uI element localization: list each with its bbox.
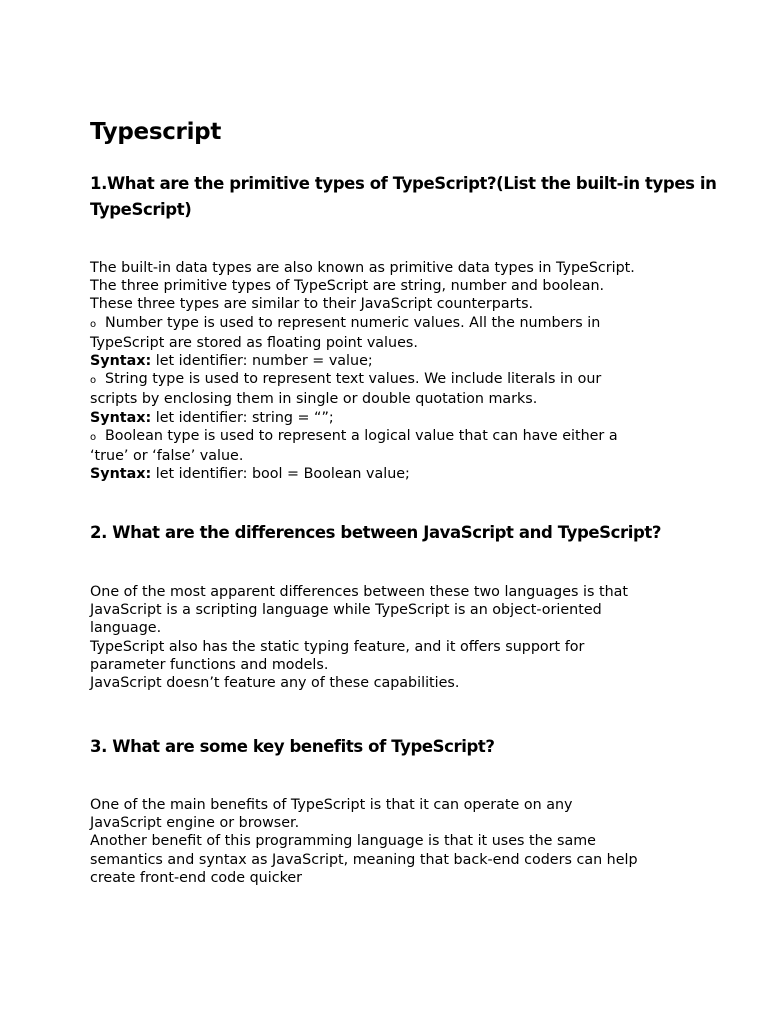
- question-2-line-1: 2. What are the differences between JavaScript and TypeScript?: [90, 523, 662, 542]
- answer-3-line-2: JavaScript engine or browser.: [90, 815, 300, 832]
- list-item-text: Boolean type is used to represent a logical value that can have either a: [105, 427, 618, 444]
- question-1-line-2: TypeScript): [90, 200, 192, 219]
- syntax-label: Syntax:: [90, 353, 152, 370]
- answer-2-line-2: JavaScript is a scripting language while TypeScript is an object-oriented: [90, 602, 602, 619]
- answer-2-line-4: TypeScript also has the static typing feature, and it offers support for: [90, 638, 585, 655]
- answer-3: [90, 796, 690, 887]
- answer-3-line-5: create front-end code quicker: [90, 869, 303, 886]
- list-item-continuation: TypeScript are stored as floating point values.: [90, 334, 418, 351]
- bullet-icon: o: [90, 375, 97, 387]
- answer-1: [90, 259, 690, 483]
- answer-2-line-3: language.: [90, 620, 162, 637]
- answer-3-line-1: One of the main benefits of TypeScript is that it can operate on any: [90, 797, 573, 813]
- list-item-continuation: ‘true’ or ‘false’ value.: [90, 448, 244, 465]
- answer-1-intro-line-3: These three types are similar to their JavaScript counterparts.: [90, 296, 534, 313]
- answer-1-intro-line-1: The built-in data types are also known as primitive data types in TypeScript.: [90, 260, 635, 276]
- syntax-code: let identifier: string = “”;: [151, 409, 334, 426]
- answer-2-line-1: One of the most apparent differences between these two languages is that: [90, 584, 629, 600]
- bullet-icon: o: [90, 318, 97, 330]
- answer-1-intro-line-2: The three primitive types of TypeScript are string, number and boolean.: [90, 278, 605, 295]
- page-title: Typescript: [90, 119, 222, 145]
- answer-3-line-4: semantics and syntax as JavaScript, meaning that back-end coders can help: [90, 851, 638, 868]
- syntax-line: [90, 352, 690, 370]
- answer-2-line-5: parameter functions and models.: [90, 656, 329, 673]
- list-item-continuation: scripts by enclosing them in single or double quotation marks.: [90, 391, 538, 408]
- list-item-string-type: [90, 370, 690, 390]
- answer-3-line-3: Another benefit of this programming language is that it uses the same: [90, 833, 596, 850]
- syntax-line: [90, 409, 690, 427]
- syntax-label: Syntax:: [90, 466, 152, 483]
- syntax-line: [90, 465, 690, 483]
- syntax-code: let identifier: number = value;: [151, 353, 373, 370]
- syntax-code: let identifier: bool = Boolean value;: [151, 466, 410, 483]
- bullet-icon: o: [90, 431, 97, 443]
- list-item-text: String type is used to represent text values. We include literals in our: [105, 371, 602, 388]
- question-1-heading: [90, 171, 717, 223]
- question-1-line-1: 1.What are the primitive types of TypeScript?(List the built-in types in: [90, 174, 717, 193]
- question-3-line-1: 3. What are some key benefits of TypeScript?: [90, 737, 495, 756]
- answer-2: [90, 583, 690, 692]
- question-2-heading: [90, 520, 690, 546]
- syntax-label: Syntax:: [90, 409, 152, 426]
- list-item-text: Number type is used to represent numeric values. All the numbers in: [105, 314, 601, 331]
- question-3-heading: [90, 734, 690, 760]
- list-item-number-type: [90, 314, 690, 334]
- list-item-boolean-type: [90, 427, 690, 447]
- answer-2-line-6: JavaScript doesn’t feature any of these capabilities.: [90, 675, 460, 692]
